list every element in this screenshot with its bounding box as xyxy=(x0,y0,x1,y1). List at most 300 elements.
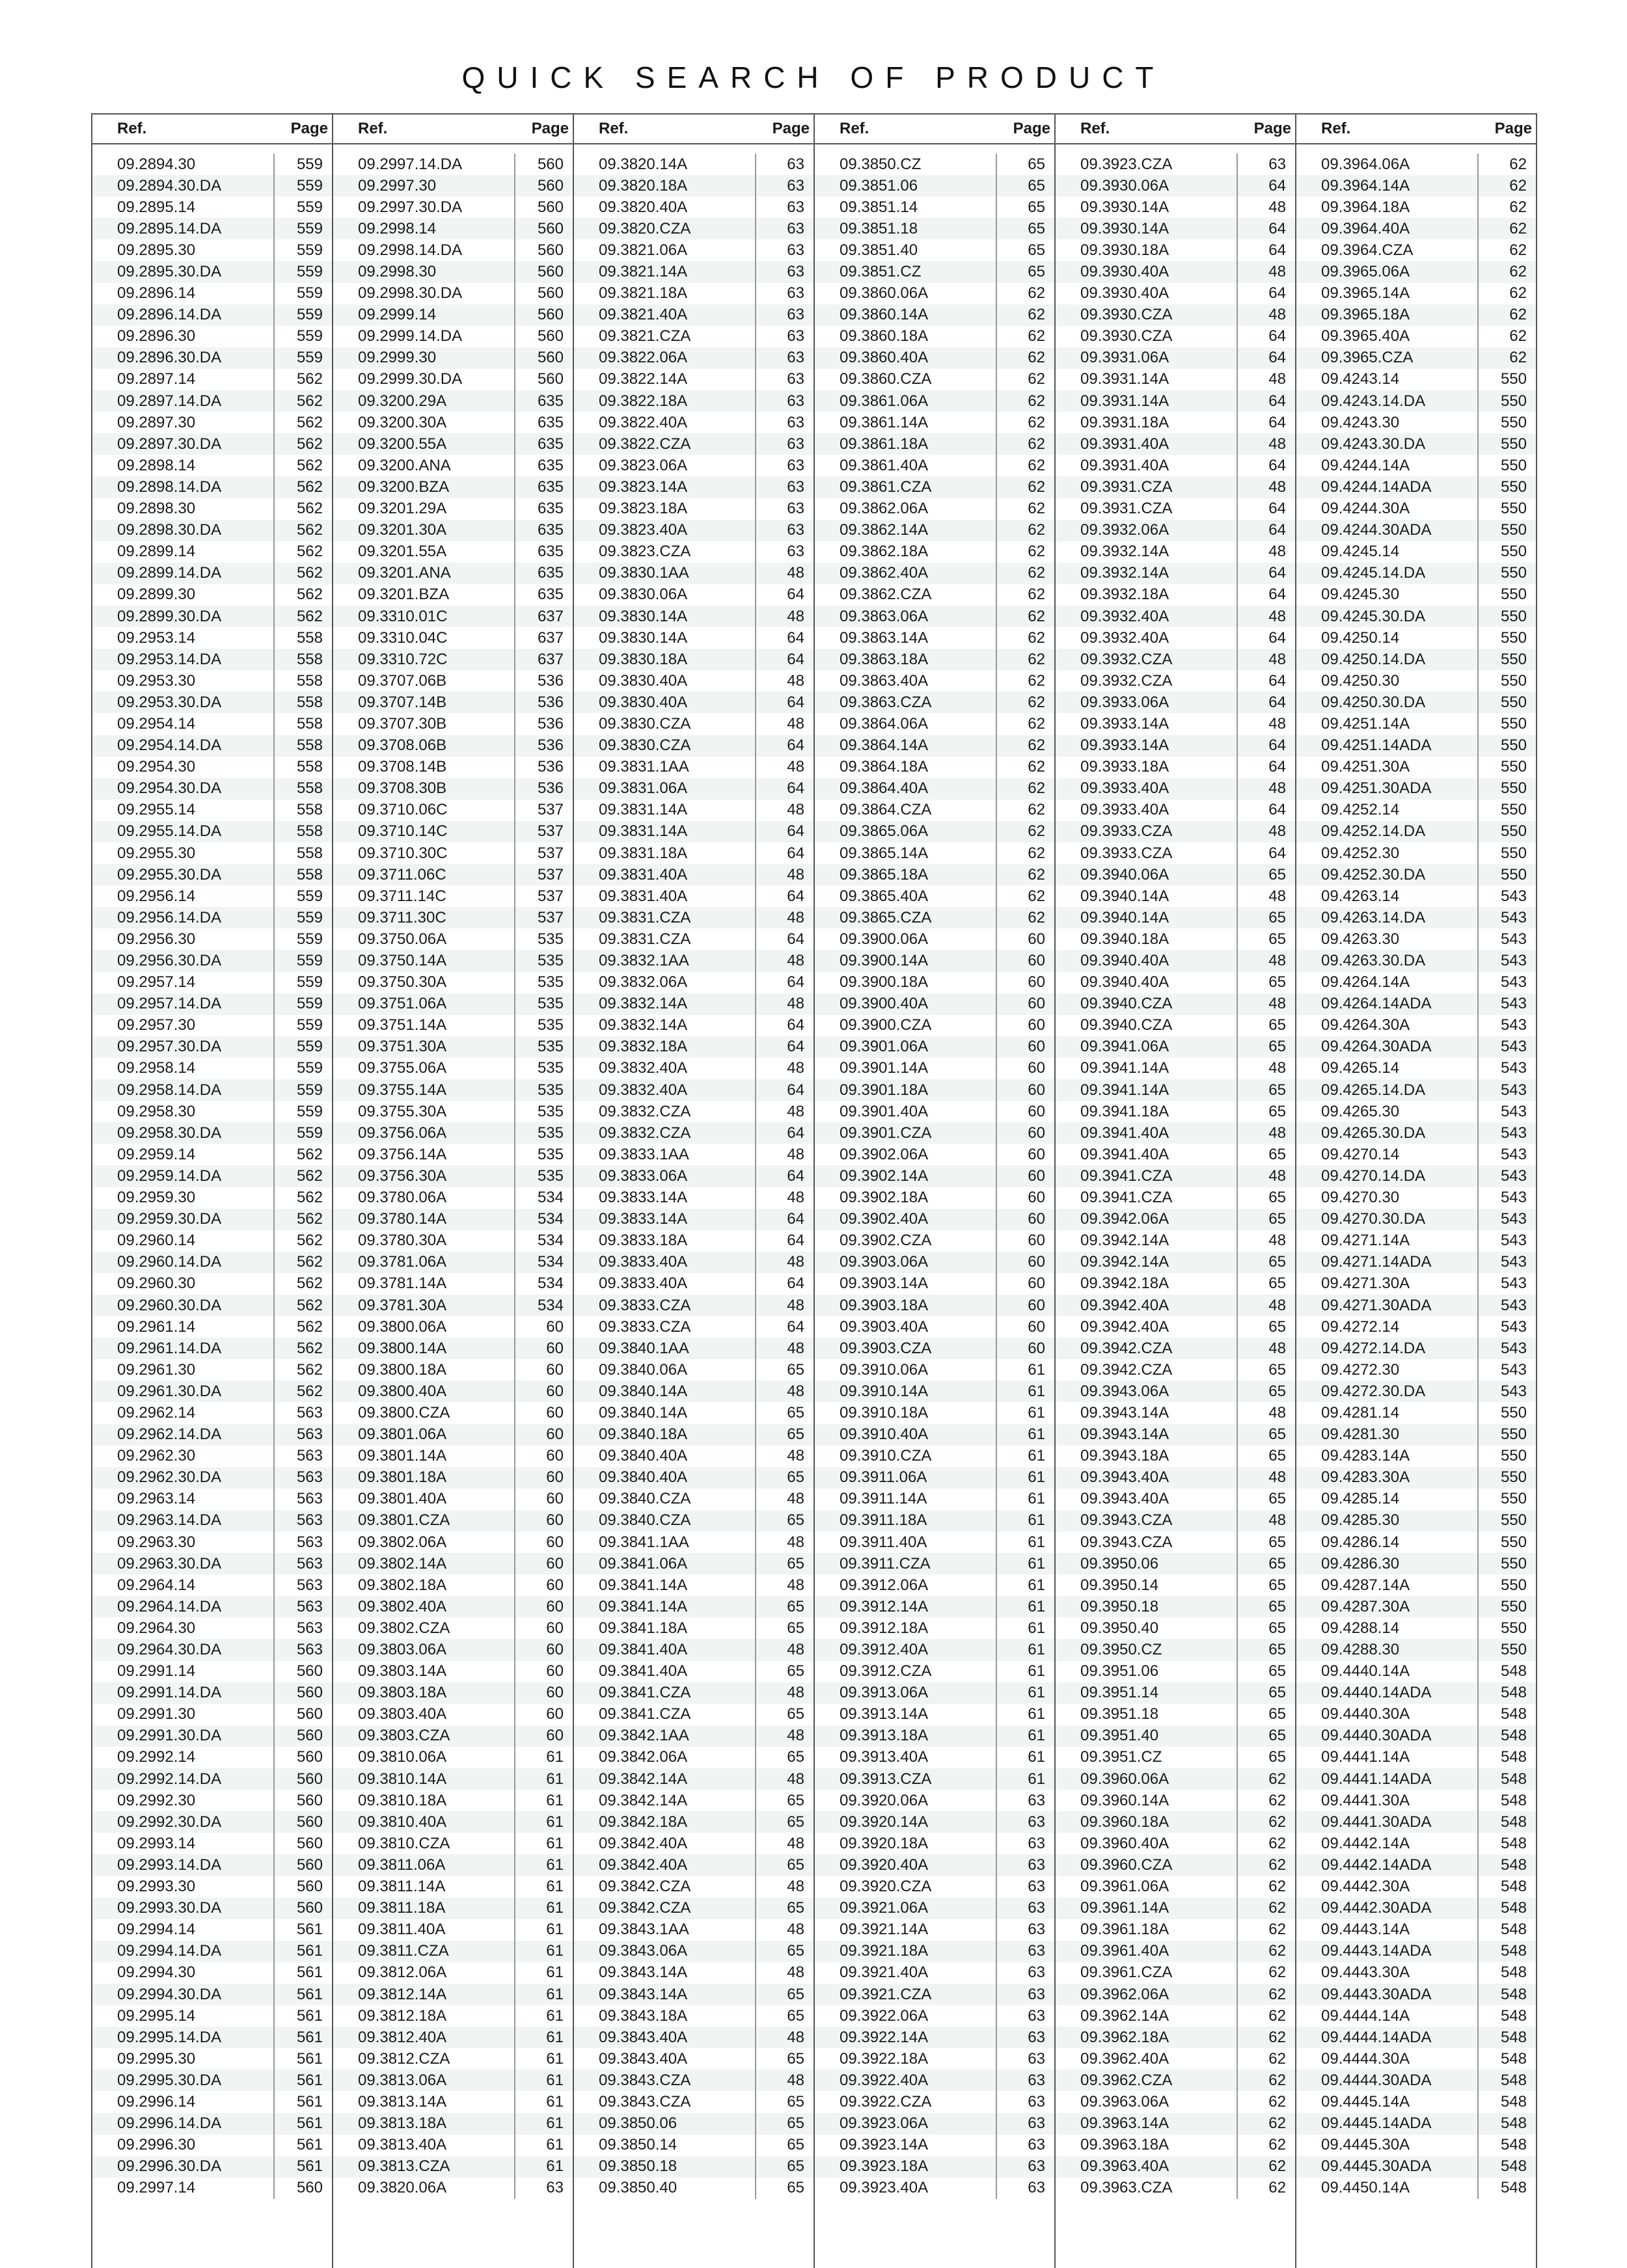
page-number: 558 xyxy=(273,800,332,821)
page-number: 61 xyxy=(514,2048,573,2070)
table-row xyxy=(92,1252,332,1273)
page-number: 563 xyxy=(273,1489,332,1510)
product-ref: 09.2994.14 xyxy=(117,1921,196,1939)
page-number: 548 xyxy=(1477,1661,1536,1682)
page-number: 48 xyxy=(755,1639,814,1660)
table-row xyxy=(574,1402,814,1424)
product-ref: 09.3950.CZ xyxy=(1080,1641,1162,1659)
table-row xyxy=(815,1015,1054,1036)
product-ref: 09.3843.14A xyxy=(599,1964,688,1982)
table-row xyxy=(1056,412,1295,433)
page-number: 60 xyxy=(514,1661,573,1682)
product-ref: 09.3822.18A xyxy=(599,392,688,410)
page-number: 561 xyxy=(273,1984,332,2005)
product-ref: 09.2992.14 xyxy=(117,1748,196,1766)
table-row xyxy=(574,821,814,843)
table-row xyxy=(815,1036,1054,1058)
product-ref: 09.3800.18A xyxy=(358,1360,447,1379)
product-ref: 09.3811.06A xyxy=(358,1856,446,1874)
page-number: 61 xyxy=(996,1510,1054,1532)
table-row xyxy=(1056,1962,1295,1984)
table-row xyxy=(92,563,332,584)
product-ref: 09.3942.14A xyxy=(1080,1232,1169,1250)
page-number: 62 xyxy=(996,800,1054,821)
product-ref: 09.3903.14A xyxy=(840,1275,929,1293)
table-row xyxy=(333,1079,573,1101)
product-ref: 09.4263.30 xyxy=(1321,930,1400,948)
product-ref: 09.3920.40A xyxy=(840,1856,929,1874)
table-row xyxy=(574,843,814,864)
page-number: 635 xyxy=(514,520,573,541)
table-row xyxy=(815,1359,1054,1381)
product-ref: 09.3940.CZA xyxy=(1080,1016,1173,1034)
page-number: 543 xyxy=(1477,1359,1536,1381)
product-ref: 09.3707.06B xyxy=(358,671,447,690)
product-ref: 09.3201.55A xyxy=(358,543,447,561)
page-number: 537 xyxy=(514,885,573,907)
product-ref: 09.4263.14.DA xyxy=(1321,908,1426,926)
header-page: Page xyxy=(772,120,810,137)
product-ref: 09.3921.CZA xyxy=(840,1985,932,2003)
product-ref: 09.3964.CZA xyxy=(1321,241,1414,259)
page-number: 62 xyxy=(996,433,1054,455)
table-row xyxy=(815,907,1054,928)
table-row xyxy=(815,412,1054,433)
page-number: 562 xyxy=(273,1230,332,1252)
page-number: 62 xyxy=(1237,2027,1295,2048)
page-number: 48 xyxy=(1237,433,1295,455)
table-row xyxy=(1296,1381,1536,1402)
table-row xyxy=(815,520,1054,541)
product-ref: 09.2954.30 xyxy=(117,758,196,776)
table-row xyxy=(1056,1079,1295,1101)
table-row xyxy=(815,1596,1054,1617)
table-row xyxy=(815,649,1054,670)
page-number: 62 xyxy=(996,369,1054,390)
page-number: 548 xyxy=(1477,1919,1536,1941)
product-ref: 09.4250.14 xyxy=(1321,628,1400,647)
product-ref: 09.4442.30A xyxy=(1321,1878,1410,1896)
page-number: 61 xyxy=(514,1747,573,1768)
table-row xyxy=(92,885,332,907)
table-row xyxy=(333,520,573,541)
table-row xyxy=(1296,1101,1536,1122)
table-row xyxy=(333,1854,573,1876)
product-ref: 09.3964.40A xyxy=(1321,219,1410,237)
product-ref: 09.3840.14A xyxy=(599,1382,688,1400)
page-number: 550 xyxy=(1477,541,1536,563)
product-ref: 09.3932.40A xyxy=(1080,607,1169,625)
page-number: 63 xyxy=(755,541,814,563)
page-number: 562 xyxy=(273,1165,332,1187)
page-number: 550 xyxy=(1477,1424,1536,1446)
table-row xyxy=(1296,369,1536,390)
product-ref: 09.3900.14A xyxy=(840,952,929,970)
page-number: 60 xyxy=(514,1682,573,1704)
page-number: 548 xyxy=(1477,1898,1536,1919)
table-row xyxy=(333,369,573,390)
table-row xyxy=(92,1036,332,1058)
product-ref: 09.3933.14A xyxy=(1080,736,1169,755)
product-ref: 09.3860.CZA xyxy=(840,370,932,388)
product-ref: 09.3911.CZA xyxy=(840,1554,931,1573)
page-number: 64 xyxy=(1237,563,1295,584)
product-ref: 09.3941.40A xyxy=(1080,1124,1169,1142)
table-row xyxy=(574,1359,814,1381)
page-number: 548 xyxy=(1477,1704,1536,1725)
product-ref: 09.3863.14A xyxy=(840,628,929,647)
product-ref: 09.2953.30.DA xyxy=(117,693,222,711)
table-row xyxy=(1296,390,1536,412)
page-number: 548 xyxy=(1477,2005,1536,2027)
product-ref: 09.4443.14ADA xyxy=(1321,1942,1432,1960)
product-ref: 09.3756.06A xyxy=(358,1124,447,1142)
product-ref: 09.2961.14.DA xyxy=(117,1339,222,1357)
table-row xyxy=(1296,1058,1536,1079)
page-number: 60 xyxy=(996,1144,1054,1165)
table-row xyxy=(333,2091,573,2113)
page-number: 62 xyxy=(1237,1876,1295,1898)
product-ref: 09.3811.18A xyxy=(358,1899,446,1917)
page-number: 560 xyxy=(514,196,573,218)
product-ref: 09.3911.18A xyxy=(840,1511,927,1530)
table-row xyxy=(815,1898,1054,1919)
table-row xyxy=(1056,821,1295,843)
product-ref: 09.3861.CZA xyxy=(840,478,932,496)
page-number: 61 xyxy=(996,1359,1054,1381)
page-number: 64 xyxy=(1237,692,1295,713)
table-row xyxy=(815,1747,1054,1768)
product-ref: 09.2992.30 xyxy=(117,1791,196,1809)
page-number: 65 xyxy=(755,1704,814,1725)
page-number: 63 xyxy=(996,1919,1054,1941)
product-ref: 09.4264.30ADA xyxy=(1321,1038,1432,1056)
page-number: 48 xyxy=(755,1058,814,1079)
table-row xyxy=(1056,735,1295,757)
table-row xyxy=(1056,1467,1295,1489)
product-ref: 09.3923.14A xyxy=(840,2136,929,2154)
page-number: 63 xyxy=(755,369,814,390)
page-number: 48 xyxy=(1237,261,1295,282)
product-ref: 09.4245.14 xyxy=(1321,543,1400,561)
page-number: 65 xyxy=(755,1510,814,1532)
page-number: 548 xyxy=(1477,1768,1536,1790)
product-ref: 09.4440.14ADA xyxy=(1321,1684,1432,1702)
page-number: 63 xyxy=(996,2091,1054,2113)
product-ref: 09.3830.CZA xyxy=(599,736,691,755)
table-row xyxy=(333,1359,573,1381)
product-ref: 09.3813.06A xyxy=(358,2071,447,2089)
page-number: 535 xyxy=(514,1015,573,1036)
page-number: 62 xyxy=(1477,261,1536,282)
page-number: 561 xyxy=(273,2048,332,2070)
product-ref: 09.3932.14A xyxy=(1080,543,1169,561)
product-ref: 09.3823.14A xyxy=(599,478,688,496)
page-number: 60 xyxy=(514,1338,573,1359)
table-row xyxy=(815,369,1054,390)
product-ref: 09.2898.30.DA xyxy=(117,521,222,539)
table-row xyxy=(815,1489,1054,1510)
table-row xyxy=(1296,1984,1536,2005)
product-ref: 09.3780.30A xyxy=(358,1232,447,1250)
page-number: 63 xyxy=(996,1962,1054,1984)
product-ref: 09.2958.14 xyxy=(117,1059,196,1077)
table-row xyxy=(574,1101,814,1122)
product-ref: 09.3943.CZA xyxy=(1080,1511,1173,1530)
product-ref: 09.3833.1AA xyxy=(599,1145,689,1163)
page-number: 63 xyxy=(1237,154,1295,175)
table-row xyxy=(1296,972,1536,993)
table-row xyxy=(92,2135,332,2156)
header-ref: Ref. xyxy=(117,120,147,137)
product-ref: 09.4445.14A xyxy=(1321,2092,1410,2111)
product-ref: 09.2962.30 xyxy=(117,1447,196,1465)
product-ref: 09.4441.30A xyxy=(1321,1791,1410,1809)
page-number: 65 xyxy=(755,1811,814,1833)
page-number: 535 xyxy=(514,993,573,1015)
table-row xyxy=(1296,2178,1536,2199)
page-number: 62 xyxy=(996,670,1054,692)
product-ref: 09.3803.06A xyxy=(358,1641,447,1659)
table-row xyxy=(815,2156,1054,2178)
table-row xyxy=(574,627,814,649)
product-ref: 09.3910.06A xyxy=(840,1360,929,1379)
table-row xyxy=(92,692,332,713)
product-ref: 09.3802.18A xyxy=(358,1576,447,1594)
product-ref: 09.3902.14A xyxy=(840,1167,929,1185)
product-ref: 09.3812.CZA xyxy=(358,2049,450,2068)
product-ref: 09.3810.06A xyxy=(358,1748,447,1766)
product-ref: 09.3861.14A xyxy=(840,413,929,431)
table-row xyxy=(1056,1768,1295,1790)
page-number: 64 xyxy=(1237,800,1295,821)
product-ref: 09.2963.30 xyxy=(117,1533,196,1551)
table-row xyxy=(1056,154,1295,175)
product-ref: 09.3951.40 xyxy=(1080,1727,1159,1745)
page-number: 65 xyxy=(1237,1617,1295,1639)
page-number: 543 xyxy=(1477,950,1536,971)
page-number: 61 xyxy=(514,1941,573,1962)
page-number: 559 xyxy=(273,175,332,196)
product-ref: 09.3840.14A xyxy=(599,1403,688,1422)
index-column-3 xyxy=(574,115,815,2268)
table-row xyxy=(1056,885,1295,907)
product-ref: 09.3964.06A xyxy=(1321,155,1410,173)
table-row xyxy=(1056,864,1295,885)
product-ref: 09.3861.18A xyxy=(840,435,929,453)
page-number: 65 xyxy=(1237,1489,1295,1510)
product-ref: 09.3830.CZA xyxy=(599,714,691,733)
product-ref: 09.2994.30.DA xyxy=(117,1985,222,2003)
product-ref: 09.3863.18A xyxy=(840,650,929,668)
product-ref: 09.3862.CZA xyxy=(840,586,932,604)
page-number: 550 xyxy=(1477,821,1536,843)
page-number: 535 xyxy=(514,1122,573,1144)
page-number: 550 xyxy=(1477,649,1536,670)
page-number: 61 xyxy=(996,1725,1054,1747)
table-row xyxy=(92,649,332,670)
table-row xyxy=(92,670,332,692)
page-number: 60 xyxy=(996,1122,1054,1144)
product-ref: 09.2995.14.DA xyxy=(117,2028,222,2046)
product-ref: 09.3201.30A xyxy=(358,521,447,539)
page-number: 61 xyxy=(514,1790,573,1811)
product-ref: 09.4270.30.DA xyxy=(1321,1210,1426,1228)
page-number: 635 xyxy=(514,433,573,455)
page-number: 550 xyxy=(1477,498,1536,520)
product-ref: 09.3901.06A xyxy=(840,1038,929,1056)
table-row xyxy=(1296,1079,1536,1101)
table-row xyxy=(1296,1898,1536,1919)
table-row xyxy=(815,2178,1054,2199)
product-ref: 09.4286.14 xyxy=(1321,1533,1400,1551)
product-ref: 09.4442.14ADA xyxy=(1321,1856,1432,1874)
page-number: 543 xyxy=(1477,1144,1536,1165)
table-row xyxy=(1056,347,1295,369)
product-ref: 09.4270.14 xyxy=(1321,1145,1400,1163)
table-row xyxy=(1056,498,1295,520)
table-row xyxy=(333,1962,573,1984)
table-row xyxy=(574,1854,814,1876)
page-number: 550 xyxy=(1477,757,1536,778)
table-row xyxy=(333,1639,573,1660)
product-ref: 09.3921.06A xyxy=(840,1899,929,1917)
table-row xyxy=(1296,800,1536,821)
table-row xyxy=(92,2113,332,2135)
product-ref: 09.2959.14.DA xyxy=(117,1167,222,1185)
table-row xyxy=(333,885,573,907)
product-ref: 09.3841.40A xyxy=(599,1641,688,1659)
table-row xyxy=(92,412,332,433)
product-ref: 09.2997.30 xyxy=(358,176,437,195)
page-number: 63 xyxy=(755,239,814,261)
product-ref: 09.3841.06A xyxy=(599,1554,688,1573)
product-ref: 09.4288.30 xyxy=(1321,1641,1400,1659)
page-number: 543 xyxy=(1477,993,1536,1015)
product-ref: 09.3863.40A xyxy=(840,671,929,690)
table-row xyxy=(333,800,573,821)
product-ref: 09.2953.14.DA xyxy=(117,650,222,668)
product-ref: 09.4252.30 xyxy=(1321,844,1400,862)
page-number: 48 xyxy=(1237,1402,1295,1424)
table-row xyxy=(333,2070,573,2091)
page-number: 63 xyxy=(755,154,814,175)
page-number: 563 xyxy=(273,1424,332,1446)
table-row xyxy=(92,390,332,412)
table-row xyxy=(333,1553,573,1574)
table-row xyxy=(574,239,814,261)
table-row xyxy=(1296,735,1536,757)
table-row xyxy=(333,1402,573,1424)
header-page: Page xyxy=(1253,120,1291,137)
page-number: 64 xyxy=(755,1316,814,1338)
page-number: 62 xyxy=(996,584,1054,606)
table-row xyxy=(574,1553,814,1574)
page-number: 543 xyxy=(1477,1165,1536,1187)
page-number: 559 xyxy=(273,1036,332,1058)
page-number: 559 xyxy=(273,907,332,928)
product-ref: 09.3962.40A xyxy=(1080,2049,1169,2068)
table-row xyxy=(92,1079,332,1101)
table-row xyxy=(1056,1316,1295,1338)
product-ref: 09.3965.40A xyxy=(1321,327,1410,345)
product-ref: 09.3708.14B xyxy=(358,758,447,776)
product-ref: 09.3931.40A xyxy=(1080,456,1169,474)
product-ref: 09.4442.14A xyxy=(1321,1834,1410,1852)
product-ref: 09.4444.30A xyxy=(1321,2049,1410,2068)
product-ref: 09.3950.14 xyxy=(1080,1576,1159,1594)
page-number: 61 xyxy=(996,1381,1054,1402)
product-ref: 09.3931.CZA xyxy=(1080,478,1173,496)
product-ref: 09.2997.14 xyxy=(117,2179,196,2197)
product-ref: 09.3840.40A xyxy=(599,1447,688,1465)
table-row xyxy=(1296,154,1536,175)
product-ref: 09.3812.14A xyxy=(358,1985,447,2003)
page-number: 60 xyxy=(996,1252,1054,1273)
page-number: 64 xyxy=(1237,412,1295,433)
product-ref: 09.3830.40A xyxy=(599,693,688,711)
product-ref: 09.2956.30 xyxy=(117,930,196,948)
table-row xyxy=(333,778,573,800)
page-number: 64 xyxy=(755,1015,814,1036)
table-row xyxy=(1296,239,1536,261)
table-row xyxy=(815,239,1054,261)
table-row xyxy=(333,1919,573,1941)
product-ref: 09.3841.CZA xyxy=(599,1705,691,1723)
page-number: 543 xyxy=(1477,1338,1536,1359)
page-number: 63 xyxy=(755,433,814,455)
product-ref: 09.3830.40A xyxy=(599,671,688,690)
product-ref: 09.3851.CZ xyxy=(840,263,922,281)
product-ref: 09.3941.CZA xyxy=(1080,1189,1173,1207)
table-row xyxy=(1056,1553,1295,1574)
table-row xyxy=(92,196,332,218)
table-row xyxy=(1296,196,1536,218)
table-row xyxy=(92,1510,332,1532)
table-row xyxy=(1296,1338,1536,1359)
product-ref: 09.3912.CZA xyxy=(840,1662,932,1681)
product-ref: 09.3710.06C xyxy=(358,801,448,819)
page-number: 560 xyxy=(514,218,573,239)
product-ref: 09.2955.14 xyxy=(117,801,196,819)
page-number: 48 xyxy=(755,670,814,692)
table-row xyxy=(815,1984,1054,2005)
page-number: 550 xyxy=(1477,778,1536,800)
page-number: 62 xyxy=(996,692,1054,713)
table-row xyxy=(815,304,1054,326)
table-row xyxy=(333,1941,573,1962)
product-ref: 09.4251.30A xyxy=(1321,758,1410,776)
page-number: 60 xyxy=(996,1015,1054,1036)
page-number: 48 xyxy=(755,1338,814,1359)
table-row xyxy=(574,1747,814,1768)
product-ref: 09.3862.40A xyxy=(840,564,929,582)
product-ref: 09.3832.14A xyxy=(599,1016,688,1034)
table-row xyxy=(92,1962,332,1984)
page-number: 60 xyxy=(514,1510,573,1532)
page-number: 63 xyxy=(996,1898,1054,1919)
page-number: 65 xyxy=(1237,1682,1295,1704)
page-number: 560 xyxy=(514,175,573,196)
page-number: 48 xyxy=(1237,1295,1295,1316)
table-row xyxy=(815,2027,1054,2048)
table-row xyxy=(1056,283,1295,304)
page-number: 635 xyxy=(514,563,573,584)
table-row xyxy=(815,1273,1054,1295)
product-ref: 09.3840.CZA xyxy=(599,1511,691,1530)
product-ref: 09.4250.14.DA xyxy=(1321,650,1426,668)
table-row xyxy=(92,261,332,282)
